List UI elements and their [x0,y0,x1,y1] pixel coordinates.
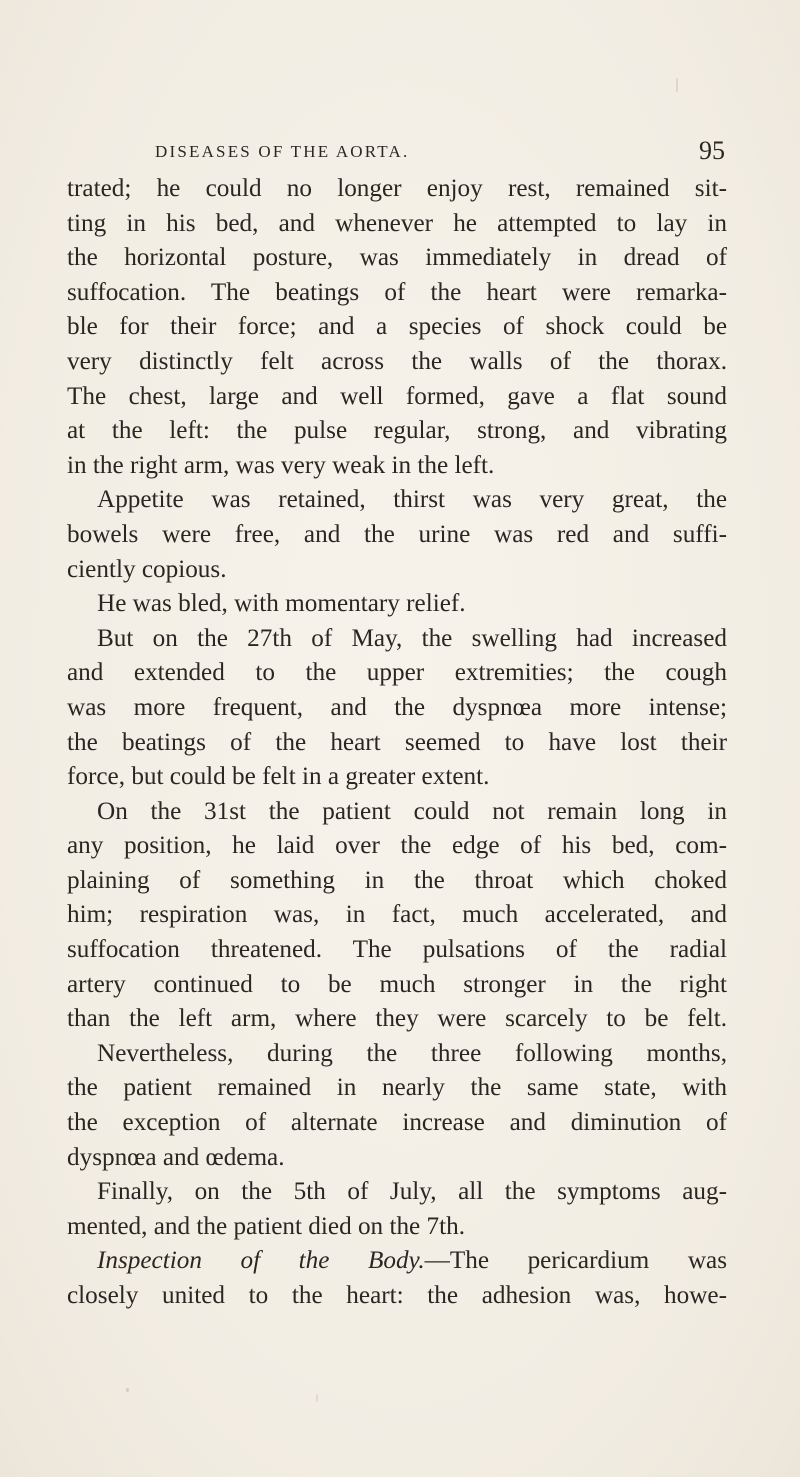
paper-speck [676,78,678,92]
paper-speck [316,1394,318,1402]
paper-speck [126,1388,129,1392]
text-line: the patient remained in nearly the same state, with [67,1074,727,1102]
text-line: But on the 27th of May, the swelling had increased [97,624,727,652]
running-title: DISEASES OF THE AORTA. [155,142,410,161]
text-line: Appetite was retained, thirst was very great, the [97,486,727,514]
text-line-with-heading [67,1244,727,1279]
text-line: closely united to the heart: the adhesion was, howe- [67,1282,727,1309]
text-line: He was bled, with momentary relief. [97,590,466,618]
text-line: in the right arm, was very weak in the left. [67,451,495,479]
text-line: mented, and the patient died on the 7th. [67,1212,465,1240]
section-heading: Inspection of the Body. [97,1247,425,1275]
text-line: than the left arm, where they were scarcely to be felt. [67,1005,727,1033]
text-line: suffocation threatened. The pulsations of the radial [67,936,727,964]
text-line: trated; he could no longer enjoy rest, remained sit- [67,175,727,202]
text-line: was more frequent, and the dyspnœa more intense; [67,693,727,721]
text-line: the horizontal posture, was immediately in dread of [67,244,727,272]
body-text [67,172,727,1314]
text-line: him; respiration was, in fact, much accelerated, and [67,901,727,929]
text-line: ciently copious. [67,555,227,583]
text-line: On the 31st the patient could not remain long in [97,797,727,825]
text-line: the exception of alternate increase and diminution of [67,1109,727,1137]
text-line: Nevertheless, during the three following months, [97,1039,727,1067]
text-line: The chest, large and well formed, gave a flat sound [67,382,727,410]
text-line: ting in his bed, and whenever he attempted to lay in [67,209,727,237]
text-line: the beatings of the heart seemed to have lost their [67,728,727,756]
text-line: suffocation. The beatings of the heart were remarka- [67,278,727,306]
text-line: plaining of something in the throat which choked [67,866,727,894]
text-line: and extended to the upper extremities; the cough [67,659,727,687]
running-head [90,136,740,172]
text-line: dyspnœa and œdema. [67,1143,285,1171]
text-line: artery continued to be much stronger in the right [67,970,727,998]
page-number: 95 [699,136,725,165]
text-line: bowels were free, and the urine was red and suffi- [67,520,727,548]
text-line: Finally, on the 5th of July, all the symptoms aug- [97,1178,727,1206]
text-line: any position, he laid over the edge of his bed, com- [67,832,727,860]
text-line: at the left: the pulse regular, strong, and vibrating [67,417,727,445]
text-line: ble for their force; and a species of shock could be [67,313,727,341]
text-line: —The pericardium was [424,1247,727,1275]
text-line: force, but could be felt in a greater extent. [67,763,490,791]
text-line: very distinctly felt across the walls of the thorax. [67,347,727,375]
